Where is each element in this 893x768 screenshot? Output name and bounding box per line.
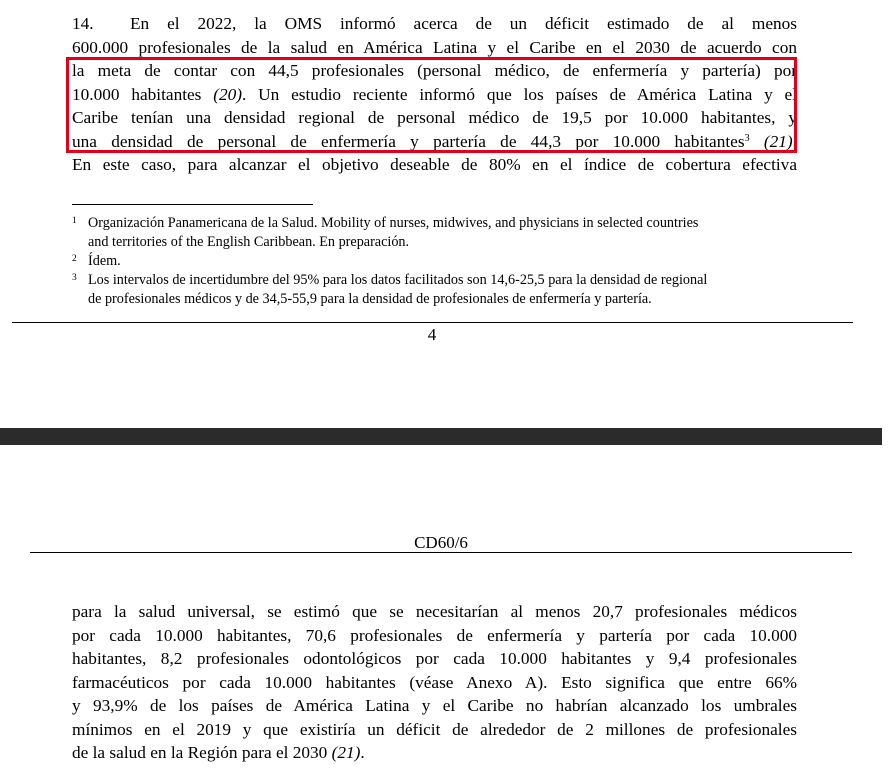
paragraph-continuation	[72, 600, 797, 765]
footnote-separator	[72, 204, 313, 205]
page-number: 4	[427, 325, 437, 344]
paragraph-line: para la salud universal, se estimó que se necesitarían al menos 20,7 profesionales médicos	[72, 602, 797, 621]
paragraph-line: En este caso, para alcanzar el objetivo deseable de 80% en el índice de cobertura efectiva	[72, 155, 797, 174]
paragraph-line: y 93,9% de los países de América Latina y el Caribe no habrían alcanzado los umbrales	[72, 696, 797, 715]
footnote-ref: 3	[744, 132, 750, 144]
paragraph-line: farmacéuticos por cada 10.000 habitantes (véase Anexo A). Esto significa que entre 66%	[72, 672, 797, 692]
citation-ref: (20)	[213, 84, 243, 104]
page-footer-rule	[12, 322, 853, 323]
paragraph-line	[72, 741, 797, 765]
footnote-line: de profesionales médicos y de 34,5-55,9 para la densidad de profesionales de enfermería y partería.	[88, 291, 652, 307]
footnote-3	[72, 271, 797, 309]
page-gap	[0, 428, 882, 445]
paragraph-text: una densidad de personal de enfermería y partería de 44,3 por 10.000 habitantes	[72, 131, 745, 151]
paragraph-text: .	[792, 131, 797, 151]
paragraph-text: 10.000 habitantes	[72, 84, 202, 104]
footnote-line: Los intervalos de incertidumbre del 95% para los datos facilitados son 14,6-25,5 para la densidad de regional	[88, 272, 708, 288]
footnote-mark: 1	[72, 216, 77, 226]
footnote-line: and territories of the English Caribbean. En preparación.	[88, 234, 410, 250]
footnote-line: Ídem.	[88, 253, 121, 269]
document-code: CD60/6	[414, 533, 468, 552]
paragraph-line: la meta de contar con 44,5 profesionales (personal médico, de enfermería y partería) por	[72, 61, 797, 80]
paragraph-line: 600.000 profesionales de la salud en América Latina y el Caribe en el 2030 de acuerdo con	[72, 37, 797, 57]
paragraph-14	[72, 12, 797, 177]
paragraph-text: de la salud en la Región para el 2030	[72, 743, 328, 762]
footnote-1	[72, 214, 797, 252]
paragraph-line: habitantes, 8,2 profesionales odontológicos por cada 10.000 habitantes y 9,4 profesionales	[72, 649, 797, 668]
paragraph-line	[72, 83, 797, 107]
paragraph-line: mínimos en el 2019 y que existiría un déficit de alrededor de 2 millones de profesionales	[72, 719, 797, 739]
citation-ref: (21)	[331, 743, 361, 762]
footnotes	[72, 214, 797, 309]
paragraph-line	[72, 12, 797, 36]
paragraph-text: . Un estudio reciente informó que los países de América Latina y el	[242, 84, 797, 104]
paragraph-line: por cada 10.000 habitantes, 70,6 profesionales de enfermería y partería por cada 10.000	[72, 625, 797, 645]
page-header-rule	[30, 552, 852, 553]
paragraph-line	[72, 130, 797, 154]
footnote-line: Organización Panamericana de la Salud. Mobility of nurses, midwives, and physicians in selected countries	[88, 215, 699, 231]
paragraph-number: 14.	[72, 14, 94, 33]
footnote-mark: 2	[72, 254, 77, 264]
citation-ref: (21)	[763, 131, 793, 151]
paragraph-text: .	[360, 743, 365, 762]
paragraph-text: En el 2022, la OMS informó acerca de un déficit estimado de al menos	[130, 14, 797, 33]
paragraph-line: Caribe tenían una densidad regional de personal médico de 19,5 por 10.000 habitantes, y	[72, 108, 797, 127]
footnote-mark: 3	[72, 273, 77, 283]
footnote-2	[72, 252, 797, 271]
